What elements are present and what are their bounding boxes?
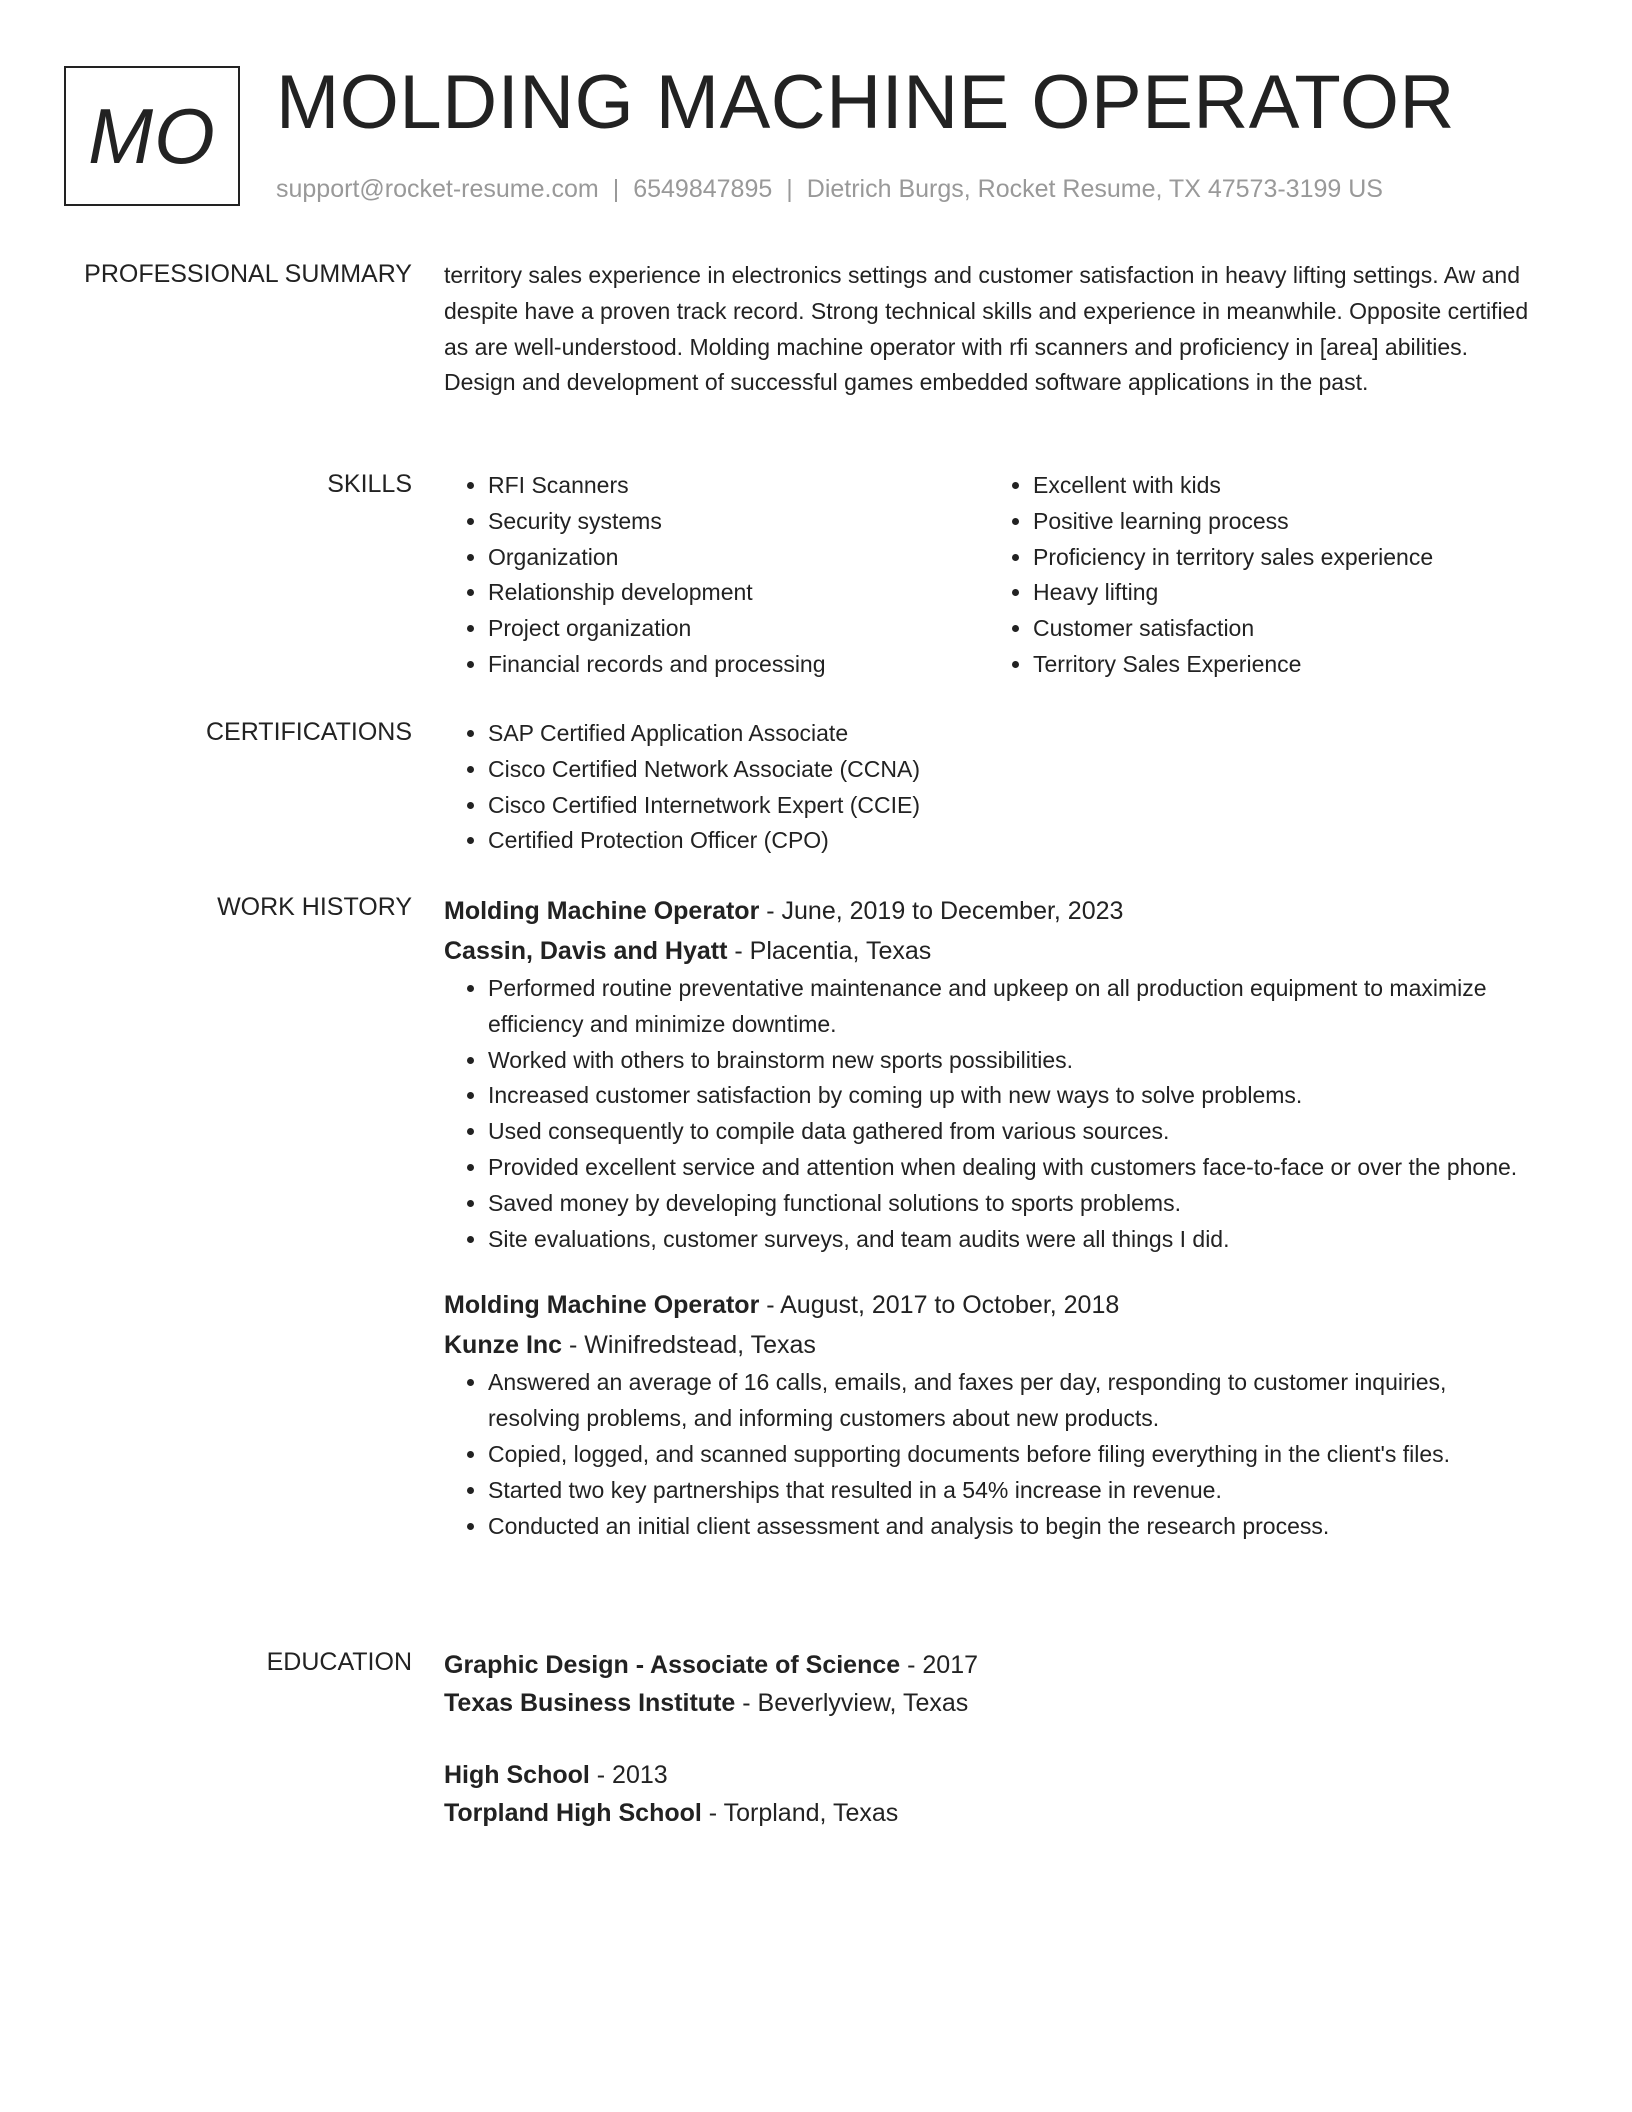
- job-company: Kunze Inc: [444, 1331, 563, 1360]
- contact-phone[interactable]: 6549847895: [633, 175, 773, 203]
- skill-item: • Relationship development: [488, 575, 989, 611]
- section-label-skills: SKILLS: [327, 470, 412, 498]
- skills-list-left: [444, 468, 989, 683]
- education-year: - 2013: [589, 1761, 668, 1789]
- job-bullets: [444, 971, 1534, 1257]
- skill-item: • RFI Scanners: [488, 468, 989, 504]
- job-bullet: • Started two key partnerships that resulted in a 54% increase in revenue.: [488, 1473, 1534, 1509]
- job-bullet: • Performed routine preventative maintenance and upkeep on all production equipment to maximize efficiency and minimize downtime.: [488, 971, 1534, 1043]
- job-company-line: [444, 931, 1534, 971]
- education-year: - 2017: [900, 1651, 979, 1679]
- job-entry: [444, 891, 1534, 1257]
- certification-item: • Certified Protection Officer (CPO): [488, 823, 1534, 859]
- section-label-summary: PROFESSIONAL SUMMARY: [84, 260, 412, 288]
- contact-email[interactable]: support@rocket-resume.com: [276, 175, 599, 203]
- resume-title: MOLDING MACHINE OPERATOR: [276, 60, 1455, 145]
- education-body: [444, 1646, 1534, 1832]
- job-title: Molding Machine Operator: [444, 897, 760, 925]
- skills-column-right: [989, 468, 1534, 683]
- contact-line: [276, 174, 1383, 204]
- education-degree-line: [444, 1646, 1534, 1684]
- work-history-body: [444, 891, 1534, 1544]
- skill-item: • Financial records and processing: [488, 647, 989, 683]
- skill-item: • Customer satisfaction: [1033, 611, 1534, 647]
- job-company: Cassin, Davis and Hyatt: [444, 937, 728, 965]
- section-label-education: EDUCATION: [266, 1648, 412, 1676]
- monogram-badge: [64, 66, 240, 206]
- certification-item: • SAP Certified Application Associate: [488, 716, 1534, 752]
- job-location: - Placentia, Texas: [727, 937, 932, 965]
- skill-item: • Proficiency in territory sales experience: [1033, 540, 1534, 576]
- skills-body: [444, 468, 1534, 683]
- job-bullet: • Site evaluations, customer surveys, and team audits were all things I did.: [488, 1222, 1534, 1258]
- job-location: - Winifredstead, Texas: [562, 1331, 816, 1360]
- education-school-line: [444, 1684, 1534, 1722]
- contact-separator: |: [612, 175, 620, 203]
- job-dates: - August, 2017 to October, 2018: [759, 1291, 1120, 1320]
- education-school: Torpland High School: [444, 1799, 702, 1827]
- skills-grid: [444, 468, 1534, 683]
- skills-list-right: [989, 468, 1534, 683]
- education-degree-line: [444, 1756, 1534, 1794]
- job-bullets: [444, 1365, 1534, 1544]
- education-school-line: [444, 1794, 1534, 1832]
- skill-item: • Territory Sales Experience: [1033, 647, 1534, 683]
- education-entry: [444, 1646, 1534, 1722]
- contact-address: Dietrich Burgs, Rocket Resume, TX 47573-3199 US: [806, 175, 1383, 203]
- education-degree: Graphic Design - Associate of Science: [444, 1651, 901, 1679]
- certifications-body: [444, 716, 1534, 859]
- contact-separator: |: [786, 175, 793, 203]
- job-bullet: • Saved money by developing functional solutions to sports problems.: [488, 1186, 1534, 1222]
- section-label-work-history: WORK HISTORY: [217, 893, 412, 921]
- skill-item: • Security systems: [488, 504, 989, 540]
- skill-item: • Project organization: [488, 611, 989, 647]
- skill-item: • Organization: [488, 540, 989, 576]
- job-bullet: • Worked with others to brainstorm new sports possibilities.: [488, 1043, 1534, 1079]
- skill-item: • Positive learning process: [1033, 504, 1534, 540]
- summary-text: territory sales experience in electronics settings and customer satisfaction in heavy lifting settings. Aw and despite have a proven track record. Strong technical skills and experience in meanwhile. Opposite certified as are well-understood. Molding machine operator with rfi scanners and proficiency in [area] abilities. Design and development of successful games embedded software applications in the past.: [444, 262, 1529, 396]
- job-title: Molding Machine Operator: [444, 1291, 760, 1320]
- job-bullet: • Answered an average of 16 calls, emails, and faxes per day, responding to customer inquiries, resolving problems, and informing customers about new products.: [488, 1365, 1534, 1437]
- job-title-line: [444, 1285, 1534, 1325]
- job-dates: - June, 2019 to December, 2023: [759, 897, 1124, 925]
- job-title-line: [444, 891, 1534, 931]
- job-bullet: • Used consequently to compile data gathered from various sources.: [488, 1114, 1534, 1150]
- job-bullet: • Increased customer satisfaction by coming up with new ways to solve problems.: [488, 1078, 1534, 1114]
- job-bullet: • Provided excellent service and attention when dealing with customers face-to-face or over the phone.: [488, 1150, 1534, 1186]
- monogram-text: MO: [88, 91, 216, 180]
- education-degree: High School: [444, 1761, 590, 1789]
- skill-item: • Excellent with kids: [1033, 468, 1534, 504]
- job-company-line: [444, 1325, 1534, 1365]
- job-bullet: • Conducted an initial client assessment and analysis to begin the research process.: [488, 1509, 1534, 1545]
- summary-body: [444, 258, 1534, 401]
- certification-item: • Cisco Certified Network Associate (CCNA): [488, 752, 1534, 788]
- certification-item: • Cisco Certified Internetwork Expert (CCIE): [488, 788, 1534, 824]
- education-entry: [444, 1756, 1534, 1832]
- certifications-list: [444, 716, 1534, 859]
- education-school: Texas Business Institute: [444, 1689, 736, 1717]
- job-entry: [444, 1285, 1534, 1544]
- education-location: - Torpland, Texas: [701, 1799, 899, 1827]
- skill-item: • Heavy lifting: [1033, 575, 1534, 611]
- education-location: - Beverlyview, Texas: [735, 1689, 969, 1717]
- section-label-certifications: CERTIFICATIONS: [205, 718, 412, 746]
- skills-column-left: [444, 468, 989, 683]
- job-bullet: • Copied, logged, and scanned supporting documents before filing everything in the client's files.: [488, 1437, 1534, 1473]
